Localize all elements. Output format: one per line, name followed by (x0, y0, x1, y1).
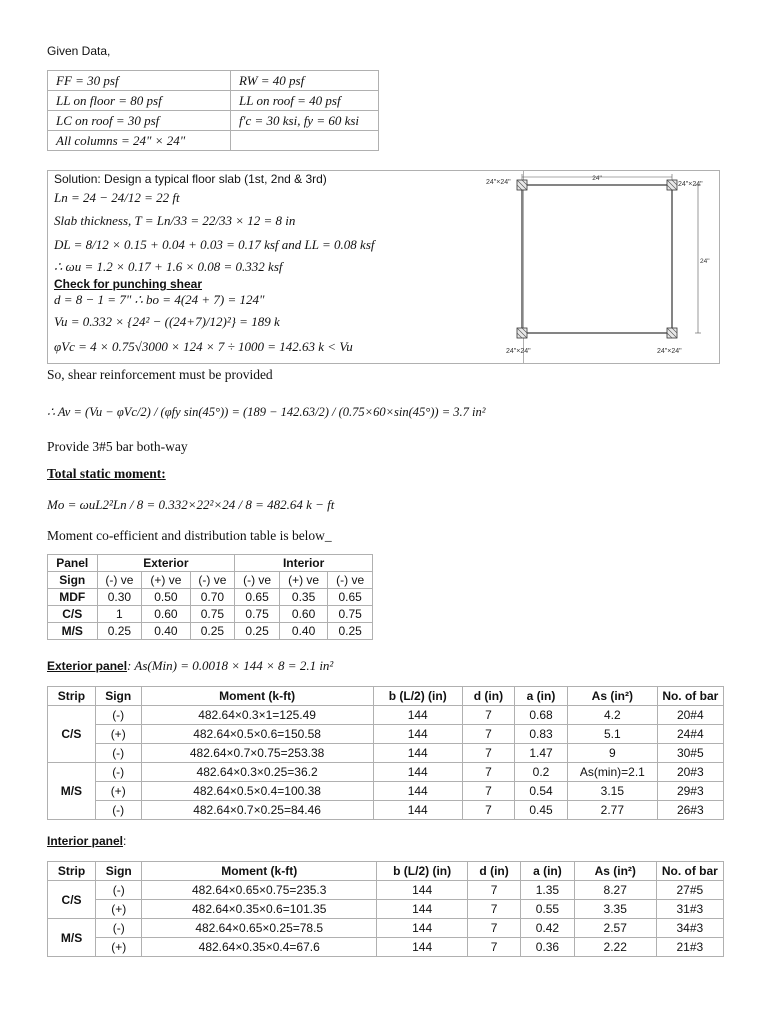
table-cell: 8.27 (574, 881, 656, 900)
table-cell: 7 (462, 725, 514, 744)
table-cell: 21#3 (656, 938, 723, 957)
strip-label: M/S (48, 919, 96, 957)
punching-heading: Check for punching shear (54, 277, 203, 291)
table-cell: 482.64×0.7×0.25=84.46 (141, 801, 373, 820)
given-cell: f′c = 30 ksi, fy = 60 ksi (231, 111, 379, 131)
coef-value-cell: 0.75 (235, 606, 280, 623)
table-cell: 482.64×0.3×1=125.49 (141, 706, 373, 725)
shear-formula: ∴ Av = (Vu − φVc/2) / (φfy sin(45°)) = (189 − 142.63/2) / (0.75×60×sin(45°)) = 3.7 in² (47, 405, 486, 419)
strip-label: C/S (48, 706, 96, 763)
table-cell: 5.1 (568, 725, 658, 744)
interior-column-header: Sign (96, 862, 142, 881)
table-cell: 482.64×0.7×0.75=253.38 (141, 744, 373, 763)
coef-sign-label: Sign (48, 572, 98, 589)
exterior-header-row (48, 687, 724, 706)
table-cell: 144 (377, 919, 468, 938)
table-cell: 482.64×0.35×0.6=101.35 (142, 900, 377, 919)
solution-line-thickness: Slab thickness, T = Ln/33 = 22/33 × 12 = 8 in (54, 213, 296, 228)
given-row (48, 71, 379, 91)
coef-sign-row (48, 572, 373, 589)
strip-label: C/S (48, 881, 96, 919)
exterior-min-steel-formula: : As(Min) = 0.0018 × 144 × 8 = 2.1 in² (127, 658, 334, 673)
solution-box (47, 170, 720, 364)
coef-value-cell: 0.30 (97, 589, 142, 606)
table-cell: (+) (96, 938, 142, 957)
table-cell: 29#3 (657, 782, 723, 801)
strip-label: M/S (48, 763, 96, 820)
table-cell: 3.35 (574, 900, 656, 919)
table-cell: 0.42 (521, 919, 575, 938)
coef-header-panel: Panel (48, 555, 98, 572)
table-row (48, 763, 724, 782)
coef-value-cell: 0.40 (279, 623, 327, 640)
coef-value-cell: 0.70 (190, 589, 235, 606)
coef-value-cell: 0.25 (328, 623, 373, 640)
coef-sign-cell: (-) ve (235, 572, 280, 589)
table-cell: 144 (373, 706, 462, 725)
table-row (48, 900, 724, 919)
coef-sign-cell: (+) ve (142, 572, 190, 589)
coef-row-label: C/S (48, 606, 98, 623)
table-cell: 0.2 (514, 763, 567, 782)
side-dimension-label: 24" (700, 258, 710, 265)
coef-value-cell: 0.25 (235, 623, 280, 640)
solution-line-wu: ∴ ωu = 1.2 × 0.17 + 1.6 × 0.08 = 0.332 ksf (54, 259, 283, 274)
given-row (48, 131, 379, 151)
table-cell: 2.57 (574, 919, 656, 938)
exterior-column-header: As (in²) (568, 687, 658, 706)
exterior-column-header: Strip (48, 687, 96, 706)
table-cell: 7 (462, 706, 514, 725)
given-row (48, 111, 379, 131)
given-cell: RW = 40 psf (231, 71, 379, 91)
table-cell: (-) (95, 801, 141, 820)
top-dimension-label: 24" (592, 175, 602, 182)
table-cell: 144 (373, 744, 462, 763)
coef-value-cell: 0.35 (279, 589, 327, 606)
provide-bars: Provide 3#5 bar both-way (47, 439, 188, 454)
coef-header-exterior: Exterior (97, 555, 235, 572)
table-cell: 30#5 (657, 744, 723, 763)
coef-value-cell: 0.50 (142, 589, 190, 606)
table-cell: (-) (96, 919, 142, 938)
punching-line-vu: Vu = 0.332 × {24² − ((24+7)/12)²} = 189 k (54, 314, 280, 329)
exterior-column-header: a (in) (514, 687, 567, 706)
table-cell: (-) (96, 881, 142, 900)
coef-value-cell: 0.60 (142, 606, 190, 623)
table-cell: 0.54 (514, 782, 567, 801)
slab-plan-diagram (480, 171, 720, 363)
solution-line-dl: DL = 8/12 × 0.15 + 0.04 + 0.03 = 0.17 ksf and LL = 0.08 ksf (54, 237, 375, 252)
table-row (48, 881, 724, 900)
coef-value-cell: 1 (97, 606, 142, 623)
static-moment-heading: Total static moment: (47, 466, 166, 481)
exterior-panel-line (47, 658, 333, 674)
coef-row-label: M/S (48, 623, 98, 640)
table-row (48, 782, 724, 801)
table-cell: 24#4 (657, 725, 723, 744)
solution-title: Solution: Design a typical floor slab (1st, 2nd & 3rd) (54, 172, 327, 186)
table-cell: 2.77 (568, 801, 658, 820)
table-cell: 144 (373, 763, 462, 782)
table-cell: 7 (462, 801, 514, 820)
coef-value-cell: 0.60 (279, 606, 327, 623)
table-cell: 2.22 (574, 938, 656, 957)
table-cell: 7 (468, 938, 521, 957)
table-cell: 0.36 (521, 938, 575, 957)
exterior-column-header: Sign (95, 687, 141, 706)
punching-line-phivc: φVc = 4 × 0.75√3000 × 124 × 7 ÷ 1000 = 142.63 k < Vu (54, 339, 353, 354)
table-cell: 0.83 (514, 725, 567, 744)
table-cell: 1.35 (521, 881, 575, 900)
coef-row-label: MDF (48, 589, 98, 606)
table-cell: 1.47 (514, 744, 567, 763)
table-cell: 482.64×0.3×0.25=36.2 (141, 763, 373, 782)
table-cell: 27#5 (656, 881, 723, 900)
column-label-top-left: 24"×24" (486, 179, 511, 186)
table-row (48, 919, 724, 938)
table-cell: 144 (373, 801, 462, 820)
table-cell: 482.64×0.5×0.6=150.58 (141, 725, 373, 744)
exterior-column-header: d (in) (462, 687, 514, 706)
interior-column-header: d (in) (468, 862, 521, 881)
static-moment-formula: Mo = ωuL2²Ln / 8 = 0.332×22²×24 / 8 = 482.64 k − ft (47, 497, 335, 512)
table-cell: 144 (377, 938, 468, 957)
table-row (48, 744, 724, 763)
exterior-panel-heading: Exterior panel (47, 659, 128, 673)
interior-column-header: Strip (48, 862, 96, 881)
table-cell: 7 (462, 763, 514, 782)
table-cell: 7 (468, 900, 521, 919)
column-bottom-right (667, 328, 677, 338)
column-label-bottom-left: 24"×24" (506, 348, 531, 355)
table-cell: (-) (95, 763, 141, 782)
column-bottom-left (517, 328, 527, 338)
table-row (48, 706, 724, 725)
column-label-bottom-right: 24"×24" (657, 348, 682, 355)
interior-panel-colon: : (123, 834, 127, 848)
shear-note: So, shear reinforcement must be provided (47, 367, 273, 382)
table-cell: 3.15 (568, 782, 658, 801)
interior-header-row (48, 862, 724, 881)
coef-row (48, 606, 373, 623)
interior-column-header: As (in²) (574, 862, 656, 881)
table-cell: 7 (468, 919, 521, 938)
slab-outline (522, 185, 672, 333)
solution-line-ln: Ln = 24 − 24/12 = 22 ft (54, 190, 180, 205)
interior-panel-table (47, 861, 724, 957)
given-row (48, 91, 379, 111)
coef-header-interior: Interior (235, 555, 373, 572)
table-row (48, 801, 724, 820)
table-cell: 144 (377, 900, 468, 919)
table-cell: 9 (568, 744, 658, 763)
given-cell: LL on floor = 80 psf (48, 91, 231, 111)
table-cell: 144 (373, 782, 462, 801)
coef-intro: Moment co-efficient and distribution table is below_ (47, 528, 332, 543)
interior-panel-line (47, 834, 126, 848)
given-cell: All columns = 24" × 24" (48, 131, 231, 151)
column-top-right (667, 180, 677, 190)
table-cell: (-) (95, 744, 141, 763)
given-cell: FF = 30 psf (48, 71, 231, 91)
exterior-column-header: No. of bar (657, 687, 723, 706)
table-cell: 31#3 (656, 900, 723, 919)
table-cell: 26#3 (657, 801, 723, 820)
coef-sign-cell: (-) ve (190, 572, 235, 589)
table-cell: (+) (95, 725, 141, 744)
table-cell: 0.45 (514, 801, 567, 820)
table-cell: 7 (468, 881, 521, 900)
interior-panel-heading: Interior panel (47, 834, 124, 848)
table-cell: 0.68 (514, 706, 567, 725)
table-cell: 482.64×0.35×0.4=67.6 (142, 938, 377, 957)
coef-sign-cell: (-) ve (97, 572, 142, 589)
exterior-column-header: Moment (k-ft) (141, 687, 373, 706)
coef-value-cell: 0.40 (142, 623, 190, 640)
given-data-table (47, 70, 379, 151)
interior-column-header: Moment (k-ft) (142, 862, 377, 881)
coef-value-cell: 0.65 (235, 589, 280, 606)
coef-value-cell: 0.75 (190, 606, 235, 623)
given-heading: Given Data, (47, 44, 111, 58)
table-cell: 482.64×0.5×0.4=100.38 (141, 782, 373, 801)
interior-column-header: b (L/2) (in) (377, 862, 468, 881)
exterior-column-header: b (L/2) (in) (373, 687, 462, 706)
coef-value-cell: 0.65 (328, 589, 373, 606)
table-cell: 20#4 (657, 706, 723, 725)
column-label-top-right: 24"×24" (678, 181, 703, 188)
table-cell: 144 (377, 881, 468, 900)
table-cell: 20#3 (657, 763, 723, 782)
coef-sign-cell: (+) ve (279, 572, 327, 589)
coef-row (48, 623, 373, 640)
given-cell (231, 131, 379, 151)
coef-value-cell: 0.75 (328, 606, 373, 623)
table-cell: 482.64×0.65×0.75=235.3 (142, 881, 377, 900)
coef-sign-cell: (-) ve (328, 572, 373, 589)
table-cell: (+) (96, 900, 142, 919)
table-cell: 34#3 (656, 919, 723, 938)
table-cell: 7 (462, 782, 514, 801)
coef-value-cell: 0.25 (190, 623, 235, 640)
table-cell: 144 (373, 725, 462, 744)
given-cell: LL on roof = 40 psf (231, 91, 379, 111)
exterior-panel-table (47, 686, 724, 820)
given-cell: LC on roof = 30 psf (48, 111, 231, 131)
table-cell: (-) (95, 706, 141, 725)
coef-row (48, 589, 373, 606)
table-cell: 0.55 (521, 900, 575, 919)
table-cell: (+) (95, 782, 141, 801)
table-cell: As(min)=2.1 (568, 763, 658, 782)
table-cell: 4.2 (568, 706, 658, 725)
moment-coefficient-table (47, 554, 373, 640)
interior-column-header: No. of bar (656, 862, 723, 881)
column-top-left (517, 180, 527, 190)
table-row (48, 938, 724, 957)
coef-value-cell: 0.25 (97, 623, 142, 640)
table-cell: 482.64×0.65×0.25=78.5 (142, 919, 377, 938)
table-row (48, 725, 724, 744)
table-cell: 7 (462, 744, 514, 763)
punching-line-d: d = 8 − 1 = 7" ∴ bo = 4(24 + 7) = 124" (54, 292, 265, 307)
interior-column-header: a (in) (521, 862, 575, 881)
